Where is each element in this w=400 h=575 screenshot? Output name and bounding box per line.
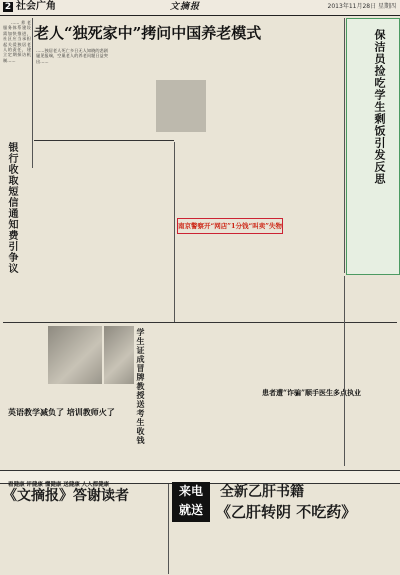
mid-text-upper [178, 144, 278, 216]
lower-mid-text-2 [206, 326, 260, 466]
lead-body-4 [252, 20, 294, 135]
english-text-1 [3, 422, 63, 468]
bank-headline: 银行收取短信通知费引争议 [6, 142, 17, 274]
book-ad-text-2 [286, 526, 396, 572]
section-title: 社会广角 [16, 1, 56, 12]
wenzhai-ad [3, 486, 163, 506]
paper-name: 文摘报 [170, 2, 201, 12]
ad-strip-text: 看健康 评健康 懂健康 送健康 人人都健康 [8, 482, 110, 488]
wenzhai-ad-text-1 [3, 508, 83, 572]
bank-text-2 [98, 144, 170, 319]
nanjing-text [178, 236, 278, 316]
lower-photo-2 [104, 326, 134, 384]
laidian-box [172, 482, 210, 522]
right-mid-text [284, 182, 342, 317]
doctor-text [262, 400, 342, 466]
left-col-text: ……养老服务体系建设需加快推进，社区应当承担起关爱独居老人的责任，建立定期探访机制…… [3, 20, 31, 63]
lower-right-text-1 [262, 326, 342, 386]
right-feature-box [346, 18, 400, 275]
lead-headline: 老人“独死家中”拷问中国养老模式 [34, 24, 262, 42]
laidian-line1: 来电 [178, 484, 203, 498]
mid-vertical-headline: 学生证成冒牌教授送考生收钱 [136, 328, 146, 445]
date-line: 2013年11月28日 星期四 [327, 3, 396, 10]
doctor-headline: 患者遭“诈骗”顺手医生多点执业 [262, 388, 362, 397]
laidian-line2: 就送 [178, 503, 203, 517]
book-ad-text-1 [172, 526, 282, 572]
lead-body-1: ……独居老人死亡多日无人知晓的悲剧屡见报端，空巢老人的养老问题日益突出…… [36, 48, 108, 64]
english-text-2 [66, 422, 134, 468]
right-feature-text [350, 29, 370, 267]
wenzhai-ad-title: 《文摘报》答谢读者 [3, 488, 129, 504]
nanjing-headline-box [177, 218, 283, 234]
wenzhai-ad-text-2 [86, 508, 166, 572]
far-right-lower-text [347, 276, 397, 466]
page-header [0, 0, 400, 16]
page-number: 2 [4, 2, 12, 12]
lower-mid-text [148, 326, 202, 466]
book-ad-title: 全新乙肝书籍 [220, 484, 304, 500]
lower-photo-1 [48, 326, 102, 384]
right-col-text [298, 20, 342, 180]
english-headline: 英语教学减负了 培训教师火了 [8, 407, 115, 417]
book-ad-subtitle: 《乙肝转阴 不吃药》 [216, 503, 357, 521]
lead-photo [156, 80, 206, 132]
bank-text-1 [22, 144, 94, 319]
right-feature-headline: 保洁员捡吃学生剩饭引发反思 [373, 29, 386, 185]
nanjing-headline: 南京警察开“网店”1分钱“叫卖”失物 [178, 222, 282, 230]
